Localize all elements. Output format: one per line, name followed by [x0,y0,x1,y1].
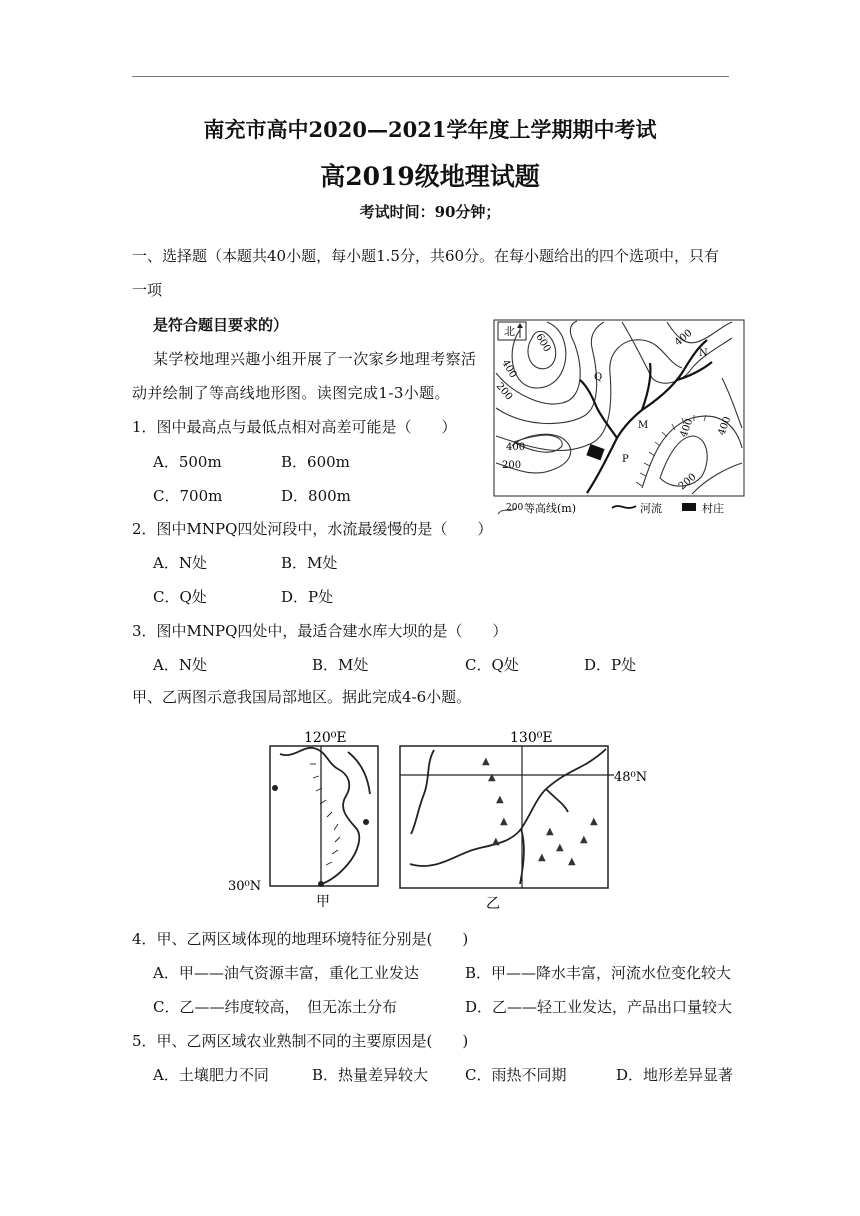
section-heading-cont2: 是符合题目要求的） [153,316,289,334]
question-1-option-d[interactable]: D．800m [281,487,351,505]
region-map-yi [396,724,652,914]
question-1-stem: 1．图中最高点与最低点相对高差可能是（ ） [132,418,457,436]
point-p-label: P [622,454,629,465]
legend-village-icon [682,503,696,511]
contour-label-600: 600 [533,332,553,355]
svg-text:▲: ▲ [580,834,588,845]
svg-text:▲: ▲ [492,836,500,847]
yi-latitude-label: 48⁰N [614,770,648,785]
question-5-stem: 5．甲、乙两区域农业熟制不同的主要原因是( ) [132,1032,469,1050]
contour-label-200: 200 [502,460,522,471]
question-4-stem: 4．甲、乙两区域体现的地理环境特征分别是( ) [132,930,469,948]
question-4-option-d[interactable]: D．乙——轻工业发达，产品出口量较大 [465,998,733,1016]
legend-river-icon [612,506,636,508]
legend-village-label: 村庄 [702,502,724,515]
contour-label-200: 200 [676,471,699,493]
legend-contour-label: 等高线(m) [524,502,577,515]
svg-text:▲: ▲ [568,856,576,867]
contour-label-200: 200 [493,380,515,403]
header-rule [132,76,729,77]
point-n-label: N [699,348,708,359]
svg-text:▲: ▲ [488,772,496,783]
north-label: 北 [504,325,515,338]
contour-label-400: 400 [672,327,695,349]
intro-text-2: 甲、乙两图示意我国局部地区。据此完成4-6小题。 [132,688,472,706]
contour-label-400: 400 [499,358,519,381]
exam-time: 考试时间：90分钟； [359,203,501,221]
yi-longitude-label: 130⁰E [510,730,553,746]
contour-label-400: 400 [716,415,734,438]
exam-subtitle: 高2019级地理试题 [320,162,540,191]
question-1-option-a[interactable]: A．500m [153,453,222,471]
section-heading: 一、选择题（本题共40小题，每小题1.5分，共60分。在每小题给出的四个选项中，只有 [132,247,720,265]
question-1-option-c[interactable]: C．700m [153,487,223,505]
svg-text:▲: ▲ [538,852,546,863]
jia-caption: 甲 [316,894,330,910]
question-2-option-a[interactable]: A．N处 [153,554,207,572]
question-3-option-a[interactable]: A．N处 [153,656,207,674]
svg-text:▲: ▲ [482,756,490,767]
jia-latitude-label: 30⁰N [228,879,262,894]
question-3-option-b[interactable]: B．M处 [312,656,369,674]
region-map-jia [228,724,388,914]
question-3-option-d[interactable]: D．P处 [584,656,637,674]
intro-text: 某学校地理兴趣小组开展了一次家乡地理考察活 [153,350,477,368]
contour-label-400: 400 [678,417,696,440]
exam-title: 南充市高中2020—2021学年度上学期期中考试 [203,117,657,142]
question-5-option-d[interactable]: D．地形差异显著 [616,1066,734,1084]
section-heading-cont: 一项 [132,281,163,299]
jia-longitude-label: 120⁰E [304,730,347,746]
svg-text:▲: ▲ [496,794,504,805]
contour-map [492,318,746,520]
question-2-option-d[interactable]: D．P处 [281,588,334,606]
question-5-option-c[interactable]: C．雨热不同期 [465,1066,567,1084]
question-2-option-c[interactable]: C．Q处 [153,588,207,606]
question-3-option-c[interactable]: C．Q处 [465,656,519,674]
question-2-stem: 2．图中MNPQ四处河段中，水流最缓慢的是（ ） [132,520,493,538]
contour-label-400: 400 [506,442,526,453]
question-1-option-b[interactable]: B．600m [281,453,350,471]
point-m-label: M [638,420,649,431]
point-q-label: Q [594,372,603,383]
question-4-option-c[interactable]: C．乙——纬度较高， 但无冻土分布 [153,998,397,1016]
question-4-option-a[interactable]: A．甲——油气资源丰富，重化工业发达 [153,964,419,982]
svg-text:▲: ▲ [556,842,564,853]
question-3-stem: 3．图中MNPQ四处中，最适合建水库大坝的是（ ） [132,622,508,640]
question-5-option-b[interactable]: B．热量差异较大 [312,1066,429,1084]
yi-caption: 乙 [486,896,500,912]
question-4-option-b[interactable]: B．甲——降水丰富，河流水位变化较大 [465,964,732,982]
svg-text:▲: ▲ [546,826,554,837]
question-2-option-b[interactable]: B．M处 [281,554,338,572]
svg-text:▲: ▲ [500,816,508,827]
question-5-option-a[interactable]: A．土壤肥力不同 [153,1066,269,1084]
legend-river-label: 河流 [640,502,662,515]
intro-text-cont: 动并绘制了等高线地形图。读图完成1-3小题。 [132,384,450,402]
legend-contour-value: 200 [506,503,524,513]
svg-text:▲: ▲ [590,816,598,827]
